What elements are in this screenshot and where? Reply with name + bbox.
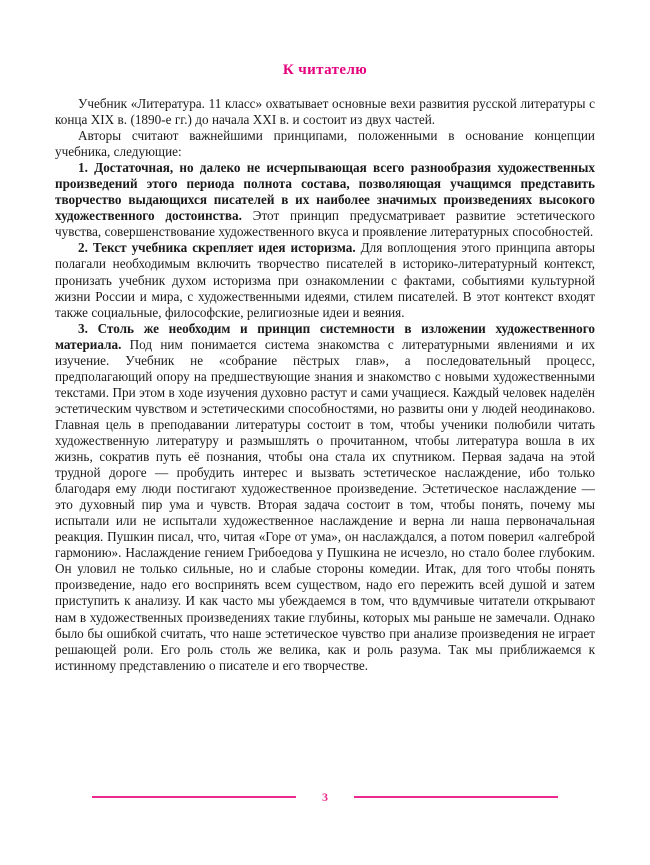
paragraph-principle-1 [55,160,595,240]
paragraph-body: Под ним понимается система знакомства с литературными явлениями и их изучение. Учебник не «собрание пёстрых глав», а последовательный процесс, предполагающий опору на предшествующие знания и знакомство с новыми художественными текстами. При этом в ходе изучения духовно растут и сами учащиеся. Каждый человек наделён эстетическим чувством и эстетическими способностями, но развиты они у людей неодинаково. Главная цель в преподавании литературы состоит в том, чтобы ученики полюбили читать художественную литературу и размышлять о прочитанном, чтобы литература вошла в их жизнь, сократив путь её познания, чтобы она стала их спутником. Первая задача на этой трудной дороге — пробудить интерес и вызвать эстетическое наслаждение, ибо только благодаря ему люди постигают художественное произведение. Эстетическое наслаждение — это духовный пир ума и чувств. Вторая задача состоит в том, чтобы понять, почему мы испытали или не испытали художественное наслаждение и верна ли наша первоначальная реакция. Пушкин писал, что, читая «Горе от ума», он наслаждался, а потом поверил «алгеброй гармонию». Наслаждение гением Грибоедова у Пушкина не исчезло, но стало более глубоким. Он уловил не только сильные, но и слабые стороны комедии. Итак, для того чтобы понять произведение, надо его воспринять всем существом, надо его пережить всей душой и затем приступить к анализу. И как часто мы убеждаемся в том, что вдумчивые читатели открывают нам в художественных произведениях такие глубины, которых мы раньше не замечали. Однако было бы ошибкой считать, что наше эстетическое чувство при анализе произведения не играет решающей роли. Его роль столь же велика, как и роль разума. Так мы приближаемся к истинному представлению о писателе и его творчестве. [55,336,595,673]
page-footer [0,786,650,808]
page-number: 3 [322,790,328,804]
paragraph-body: Этот принцип предусматривает развитие эстетического чувства, совершенствование художественного вкуса и проявление литературных способностей. [55,208,595,240]
page-title-text: К читателю [282,62,368,78]
paragraph-body: Для воплощения этого принципа авторы полагали необходимым включить творчество писателей в историко-литературный контекст, пронизать учебник духом историзма при ознакомлении с фактами, событиями культурной жизни России и мира, с художественными идеями, стилем писателей. В этот контекст входят также социальные, философские, религиозные идеи и веяния. [55,240,595,320]
footer-rule-left [92,796,296,798]
paragraph-lead: 1. Достаточная, но далеко не исчерпывающая всего разнообразия художественных произведений этого периода полнота состава, позволяющая учащимся представить творчество выдающихся писателей в их наиболее значимых произведениях высокого художественного достоинства. [55,160,595,224]
page-title [0,62,650,79]
paragraph-body: Учебник «Литература. 11 класс» охватывает основные вехи развития русской литературы с конца XIX в. (1890-е гг.) до начала XXI в. и состоит из двух частей. [55,96,595,128]
paragraph-lead: 2. Текст учебника скрепляет идея историзма. [78,240,356,256]
paragraph-intro-scope [55,96,595,128]
paragraph-principle-2 [55,240,595,320]
paragraph-intro-principles [55,128,595,160]
footer-rule-right [354,796,558,798]
paragraph-lead: 3. Столь же необходим и принцип системности в изложении художественного материала. [55,320,595,352]
body-text-column [55,96,595,674]
paragraph-body: Авторы считают важнейшими принципами, положенными в основание концепции учебника, следующие: [55,128,595,160]
paragraph-principle-3 [55,321,595,674]
